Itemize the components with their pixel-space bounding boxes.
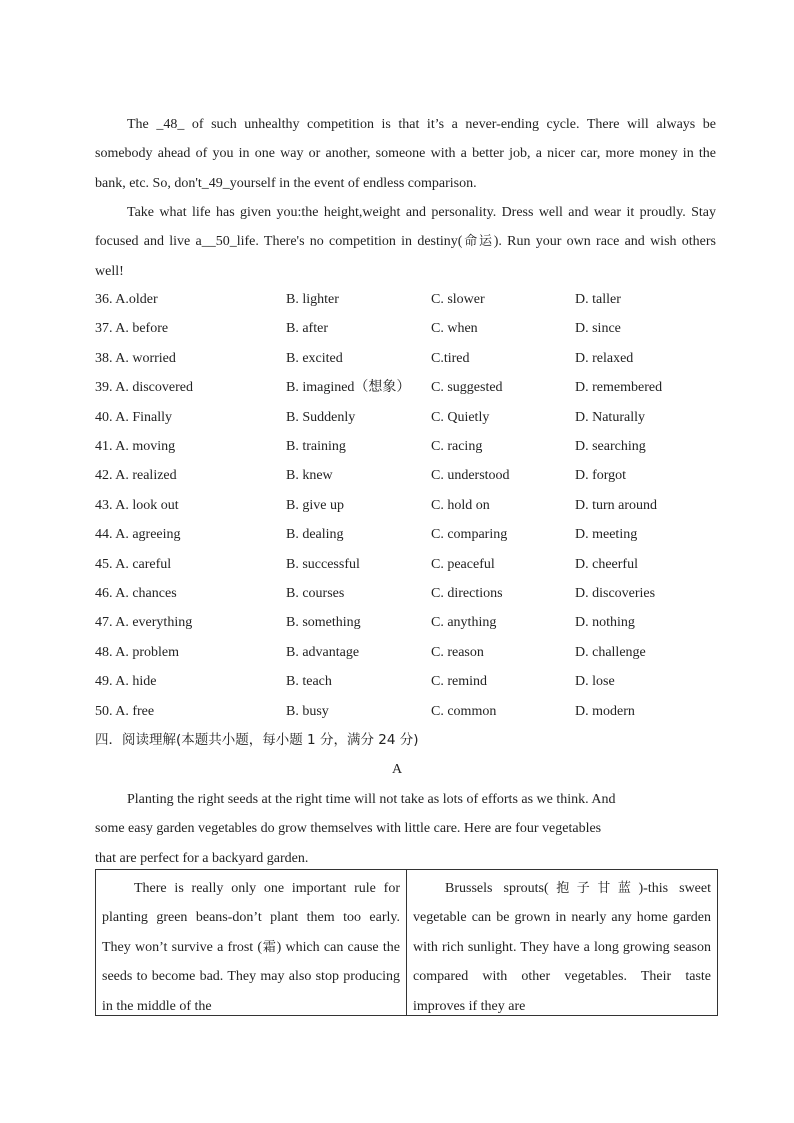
option-c: C. peaceful <box>431 556 495 572</box>
option-c: C. reason <box>431 644 484 660</box>
option-c: C.tired <box>431 350 470 366</box>
brussels-sprouts-text: Brussels sprouts( <box>445 881 549 896</box>
option-c: C. common <box>431 703 497 719</box>
option-c: C. directions <box>431 586 503 601</box>
option-a: 40. A. Finally <box>95 409 173 425</box>
option-b: B. Suddenly <box>286 409 356 425</box>
option-a: 50. A. free <box>95 703 155 719</box>
option-d: D. remembered <box>575 380 663 396</box>
passage-paragraph-2 <box>95 198 716 286</box>
option-c: C. suggested <box>431 380 503 396</box>
option-c: C. racing <box>431 439 483 454</box>
option-row <box>95 672 735 692</box>
option-row <box>95 437 735 457</box>
option-b: B. something <box>286 615 361 631</box>
brussels-sprouts-gloss: 抱子甘蓝 <box>548 881 639 896</box>
option-a: 44. A. agreeing <box>95 527 181 543</box>
option-b: B. give up <box>286 497 344 513</box>
option-c: C. Quietly <box>431 409 490 425</box>
option-row <box>95 702 735 722</box>
option-d: D. since <box>575 321 621 337</box>
option-b: B. teach <box>286 674 332 690</box>
option-c: C. when <box>431 321 478 337</box>
passage-paragraph-1-text: The _48_ of such unhealthy competition is that it’s a never-ending cycle. There will always be somebody ahead of you in one way or another, someone with a better job, a nicer car, more money in the bank, etc. So, don't_49_yourself in the event of endless comparison. <box>95 117 716 191</box>
option-a: 37. A. before <box>95 321 169 337</box>
frost-gloss: 霜 <box>262 939 277 955</box>
option-d: D. cheerful <box>575 556 638 572</box>
option-b: B. training <box>286 439 346 454</box>
option-row <box>95 496 735 516</box>
option-row <box>95 349 735 369</box>
option-a: 43. A. look out <box>95 497 179 513</box>
option-a: 39. A. discovered <box>95 380 193 396</box>
option-row <box>95 408 735 428</box>
option-b: B. imagined（想象） <box>286 380 411 396</box>
option-d: D. Naturally <box>575 409 645 425</box>
option-c: C. understood <box>431 468 510 484</box>
option-row <box>95 613 735 633</box>
option-row <box>95 290 735 310</box>
option-a: 46. A. chances <box>95 586 177 601</box>
option-d: D. relaxed <box>575 350 634 366</box>
green-beans-text: There is really only one important rule for planting green beans-don’t plant them too early. They won’t survive a frost ( <box>102 881 400 955</box>
option-b: B. lighter <box>286 292 339 307</box>
option-a: 49. A. hide <box>95 674 157 690</box>
intro-line-2: some easy garden vegetables do grow themselves with little care. Here are four vegetables <box>95 821 602 837</box>
passage-paragraph-2-text: Take what life has given you:the height,weight and personality. Dress well and wear it proudly. Stay focused and live a__50_life. There's no competition in destiny( <box>95 205 716 250</box>
option-b: B. successful <box>286 556 360 572</box>
option-a: 36. A.older <box>95 292 158 307</box>
option-c: C. hold on <box>431 497 490 513</box>
option-d: D. meeting <box>575 527 638 543</box>
option-a: 42. A. realized <box>95 468 177 484</box>
option-d: D. forgot <box>575 468 627 484</box>
vegetable-table <box>95 869 718 1016</box>
option-b: B. busy <box>286 703 329 719</box>
option-d: D. turn around <box>575 497 658 513</box>
green-beans-text-end: ) which can cause the seeds to become bad. They may also stop producing in the middle of the <box>102 939 400 1014</box>
option-a: 47. A. everything <box>95 615 193 631</box>
option-d: D. searching <box>575 439 646 454</box>
passage-paragraph-2-end: ). Run your own race and wish others well! <box>95 234 716 279</box>
option-row <box>95 555 735 575</box>
option-b: B. advantage <box>286 644 360 660</box>
option-a: 38. A. worried <box>95 350 176 366</box>
option-d: D. discoveries <box>575 586 656 601</box>
option-b: B. excited <box>286 350 343 366</box>
section-heading: 四．阅读理解(本题共小题，每小题 1 分，满分 24 分) <box>95 732 419 748</box>
option-d: D. nothing <box>575 615 635 631</box>
option-row <box>95 584 735 604</box>
brussels-sprouts-text-end: )-this sweet vegetable can be grown in nearly any home garden with rich sunlight. They have a long growing season compared with other vegetables. Their taste improves if they are <box>413 881 711 1014</box>
passage-paragraph-1 <box>95 110 716 198</box>
option-b: B. courses <box>286 586 345 601</box>
brussels-sprouts-cell <box>407 870 718 1016</box>
option-b: B. dealing <box>286 527 344 543</box>
intro-line-3: that are perfect for a backyard garden. <box>95 850 309 866</box>
option-a: 48. A. problem <box>95 644 179 660</box>
reading-intro <box>95 785 716 873</box>
option-a: 45. A. careful <box>95 556 172 572</box>
destiny-gloss: 命运 <box>462 234 494 250</box>
option-c: C. remind <box>431 674 487 690</box>
option-row <box>95 319 735 339</box>
option-b: B. after <box>286 321 328 337</box>
option-row <box>95 378 735 398</box>
option-d: D. lose <box>575 674 615 690</box>
option-b: B. knew <box>286 468 333 484</box>
passage-letter: A <box>391 762 403 777</box>
intro-line-1 <box>95 785 716 814</box>
intro-line-1-text: Planting the right seeds at the right time will not take as lots of efforts as we think. And <box>127 792 616 807</box>
option-row <box>95 525 735 545</box>
option-d: D. taller <box>575 292 621 307</box>
option-d: D. modern <box>575 703 635 719</box>
option-row <box>95 643 735 663</box>
option-row <box>95 466 735 486</box>
option-c: C. slower <box>431 292 485 307</box>
green-beans-cell <box>96 870 407 1016</box>
option-c: C. comparing <box>431 527 508 543</box>
option-c: C. anything <box>431 615 497 631</box>
option-d: D. challenge <box>575 644 646 660</box>
option-a: 41. A. moving <box>95 439 176 454</box>
